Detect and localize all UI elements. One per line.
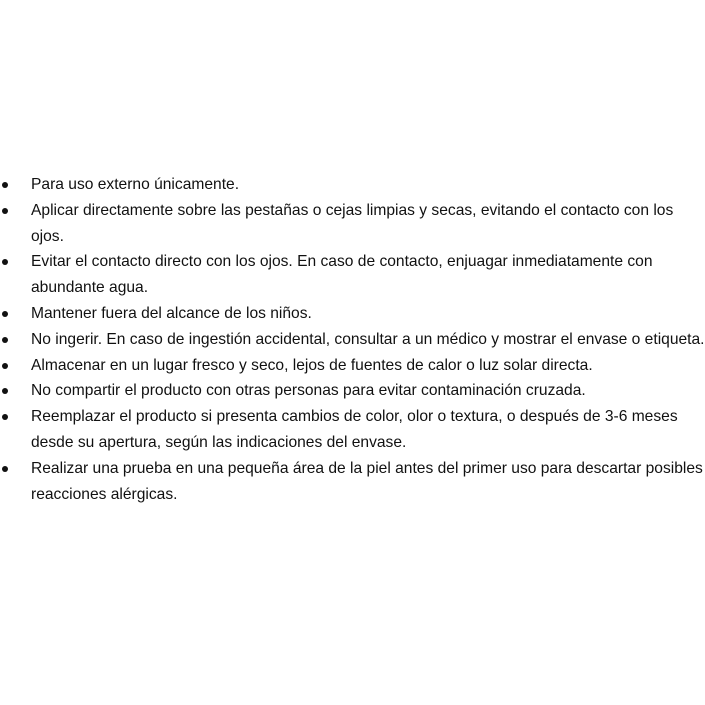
list-item-text: Realizar una prueba en una pequeña área de la piel antes del primer uso para descartar posibles reacciones alérgicas.: [31, 459, 703, 503]
list-item: [0, 249, 705, 301]
list-item: [0, 198, 705, 250]
list-item: [0, 172, 705, 198]
bullet-icon: [2, 182, 8, 188]
list-item-text: Reemplazar el producto si presenta cambios de color, olor o textura, o después de 3-6 meses desde su apertura, según las indicaciones del envase.: [31, 408, 678, 451]
bullet-icon: [2, 259, 8, 265]
list-item-text: Aplicar directamente sobre las pestañas o cejas limpias y secas, evitando el contacto con los ojos.: [31, 201, 674, 245]
precautions-list: [0, 172, 705, 507]
precautions-document: [0, 172, 705, 507]
list-item: [0, 404, 705, 456]
bullet-icon: [2, 363, 8, 369]
list-item: [0, 327, 705, 353]
bullet-icon: [2, 337, 8, 343]
list-item: [0, 353, 705, 379]
list-item: [0, 378, 705, 404]
list-item-text: Almacenar en un lugar fresco y seco, lejos de fuentes de calor o luz solar directa.: [31, 356, 593, 374]
list-item-text: No ingerir. En caso de ingestión accidental, consultar a un médico y mostrar el envase o etiqueta.: [31, 330, 705, 348]
list-item-text: Mantener fuera del alcance de los niños.: [31, 304, 312, 322]
list-item: [0, 301, 705, 327]
bullet-icon: [2, 311, 8, 317]
list-item: [0, 456, 705, 508]
bullet-icon: [2, 414, 8, 420]
list-item-text: Evitar el contacto directo con los ojos. En caso de contacto, enjuagar inmediatamente con abundante agua.: [31, 253, 653, 297]
bullet-icon: [2, 388, 8, 394]
bullet-icon: [2, 466, 8, 472]
list-item-text: No compartir el producto con otras personas para evitar contaminación cruzada.: [31, 382, 586, 400]
list-item-text: Para uso externo únicamente.: [31, 176, 240, 193]
bullet-icon: [2, 208, 8, 214]
